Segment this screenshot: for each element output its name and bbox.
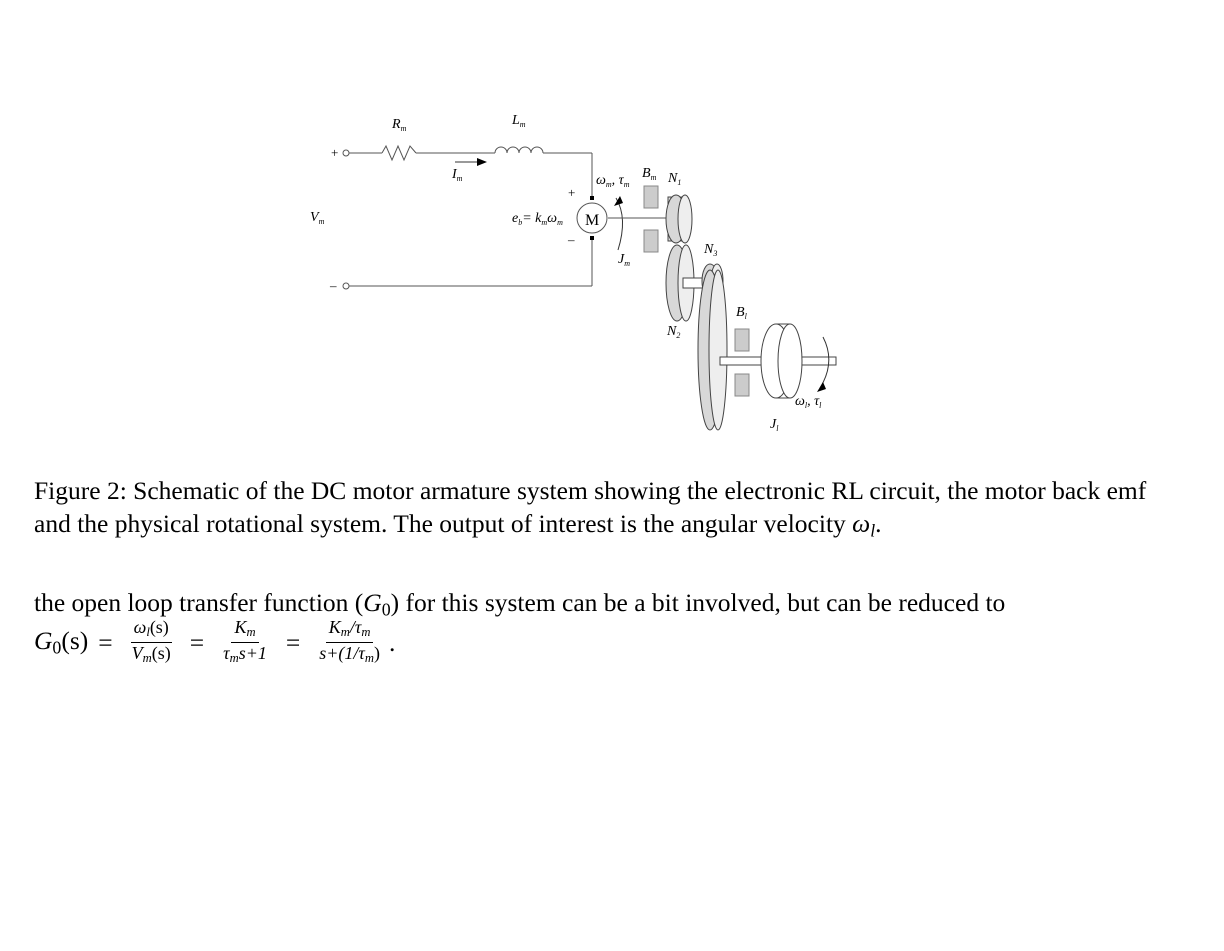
paragraph-text-before: the open loop transfer function ( (34, 588, 364, 617)
label-motor: M (585, 212, 600, 229)
label-load-inertia: $J_l$ (770, 417, 779, 433)
label-gear-n3: $N_3$ (704, 242, 718, 258)
motor-terminal-bottom (590, 236, 594, 240)
caption-omega-symbol: ω (852, 509, 871, 538)
formula-lhs: $G_0(s)$ (34, 626, 89, 658)
label-resistor: $R_m$ (392, 117, 407, 133)
motor-damping-block-top (644, 186, 658, 208)
label-load-speed-torque: $\omega_l$, $\tau_l$ (795, 394, 822, 410)
gear-n1 (666, 195, 692, 243)
formula-fraction-2: $\frac{K_m}{\tau_ms+1}$ (223, 617, 267, 666)
label-load-damping: $B_l$ (736, 305, 747, 321)
formula-equals-2: = (189, 627, 205, 657)
label-motor-minus: – (568, 232, 575, 247)
caption-end: . (875, 509, 882, 538)
paragraph-text-after: ) for this system can be a bit involved, but can be reduced to (390, 588, 1006, 617)
paragraph-g0-sub: 0 (381, 599, 391, 620)
load-inertia-disc (761, 324, 802, 398)
figure-caption (34, 474, 1154, 547)
label-gear-n2: $N_2$ (667, 324, 681, 340)
label-minus-terminal: – (330, 278, 337, 293)
label-current: $I_m$ (452, 167, 463, 183)
label-gear-n1: $N_1$ (668, 171, 682, 187)
formula-fraction-1: $\frac{\omega_l(s)}{V_m(s)}$ (131, 617, 171, 666)
label-inductor: $L_m$ (512, 113, 526, 129)
transfer-function-formula (34, 617, 395, 668)
load-rotation-arrow-head (817, 382, 826, 392)
motor-rotation-arrow-head (614, 196, 623, 206)
label-motor-damping: $B_m$ (642, 166, 657, 182)
paragraph-g0: G (363, 588, 382, 617)
formula-equals-3: = (285, 627, 301, 657)
label-motor-speed-torque: $\omega_m$, $\tau_m$ (596, 173, 630, 189)
motor-terminal-top (590, 196, 594, 200)
caption-omega-sub: l (870, 520, 876, 541)
formula-period: . (388, 627, 396, 657)
load-damping-block-top (735, 329, 749, 351)
current-arrow-head (477, 158, 487, 166)
motor-damping-block-bottom (644, 230, 658, 252)
formula-fraction-3: $\frac{K_m/\tau_m}{s+(1/\tau_m)}$ (319, 617, 380, 666)
dc-motor-schematic (290, 100, 870, 445)
label-motor-inertia: $J_m$ (618, 252, 630, 268)
label-plus-terminal: + (331, 145, 339, 160)
load-damping-block-bottom (735, 374, 749, 396)
caption-text: Figure 2: Schematic of the DC motor armature system showing the electronic RL circuit, the motor back emf and the physical rotational system. The output of interest is the angular velocity (34, 476, 1147, 538)
motor-rotation-arrow (616, 198, 623, 250)
label-back-emf: $e_b= k_m\omega_m$ (512, 211, 563, 227)
formula-equals-1: = (98, 627, 113, 657)
label-voltage: $V_m$ (310, 210, 325, 226)
label-motor-plus: + (568, 185, 576, 200)
gear-large (698, 270, 727, 430)
